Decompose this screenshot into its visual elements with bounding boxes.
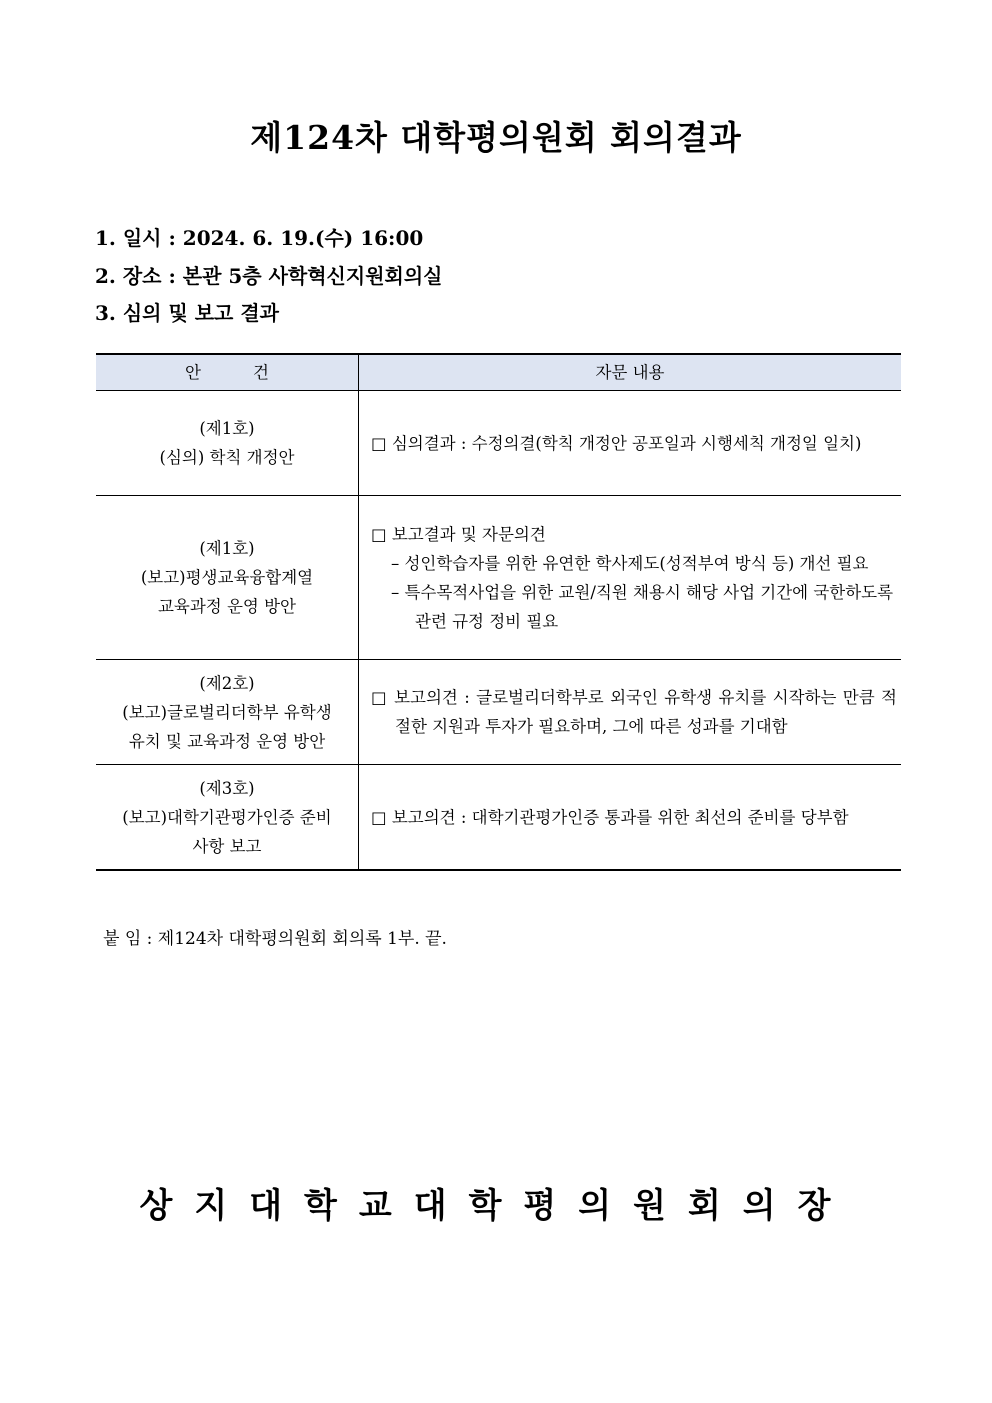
agenda-title: (보고)평생교육융합계열 <box>140 568 314 587</box>
agenda-title: (심의) 학칙 개정안 <box>159 448 295 467</box>
agenda-cell <box>96 660 359 765</box>
content-main: □ 보고의견 : 대학기관평가인증 통과를 위한 최선의 준비를 당부함 <box>371 807 849 827</box>
table-row <box>96 765 901 871</box>
table-row <box>96 496 901 660</box>
info-date: 1. 일시 : 2024. 6. 19.(수) 16:00 <box>95 226 424 250</box>
agenda-title-cont: 유치 및 교육과정 운영 방안 <box>128 731 326 751</box>
header-agenda-left: 안 <box>185 363 201 382</box>
agenda-title-cont: 사항 보고 <box>192 836 262 856</box>
content-cell <box>359 391 902 496</box>
agenda-number: (제3호) <box>199 778 255 798</box>
attachment-note: 붙 임 : 제124차 대학평의원회 회의록 1부. 끝. <box>103 929 447 949</box>
content-cell <box>359 765 902 871</box>
header-content: 자문 내용 <box>359 354 902 391</box>
agenda-title: (보고)글로벌리더학부 유학생 <box>122 702 332 722</box>
agenda-title: (보고)대학기관평가인증 준비 <box>122 807 332 827</box>
content-main: □ 심의결과 : 수정의결(학칙 개정안 공포일과 시행세칙 개정일 일치) <box>371 433 862 453</box>
results-table <box>96 353 901 871</box>
content-main: □ 보고결과 및 자문의견 <box>371 524 546 544</box>
agenda-cell <box>96 391 359 496</box>
info-location: 2. 장소 : 본관 5층 사학혁신지원회의실 <box>95 264 443 288</box>
content-cell <box>359 660 902 765</box>
agenda-cell <box>96 496 359 660</box>
table-row <box>96 391 901 496</box>
agenda-number: (제1호) <box>199 419 255 438</box>
agenda-number: (제2호) <box>199 673 255 693</box>
table-header-row <box>96 354 901 391</box>
content-sub-item: – 성인학습자를 위한 유연한 학사제도(성적부여 방식 등) 개선 필요 <box>391 553 869 573</box>
header-agenda-right: 건 <box>253 363 269 382</box>
agenda-title-cont: 교육과정 운영 방안 <box>157 597 296 616</box>
content-main: □ 보고의견 : 글로벌리더학부로 외국인 유학생 유치를 시작하는 만큼 적절한 지원과 투자가 필요하며, 그에 따른 성과를 기대함 <box>371 688 897 736</box>
document-title: 제124차 대학평의원회 회의결과 <box>250 118 742 157</box>
info-results-heading: 3. 심의 및 보고 결과 <box>95 301 279 325</box>
header-agenda <box>96 354 359 391</box>
content-sub-item: – 특수목적사업을 위한 교원/직원 채용시 해당 사업 기간에 국한하도록 관련 규정 정비 필요 <box>391 582 894 631</box>
agenda-number: (제1호) <box>199 539 255 558</box>
issuer-signature-line: 상지대학교대학평의원회의장 <box>139 1186 853 1226</box>
content-cell <box>359 496 902 660</box>
table-row <box>96 660 901 765</box>
agenda-cell <box>96 765 359 871</box>
